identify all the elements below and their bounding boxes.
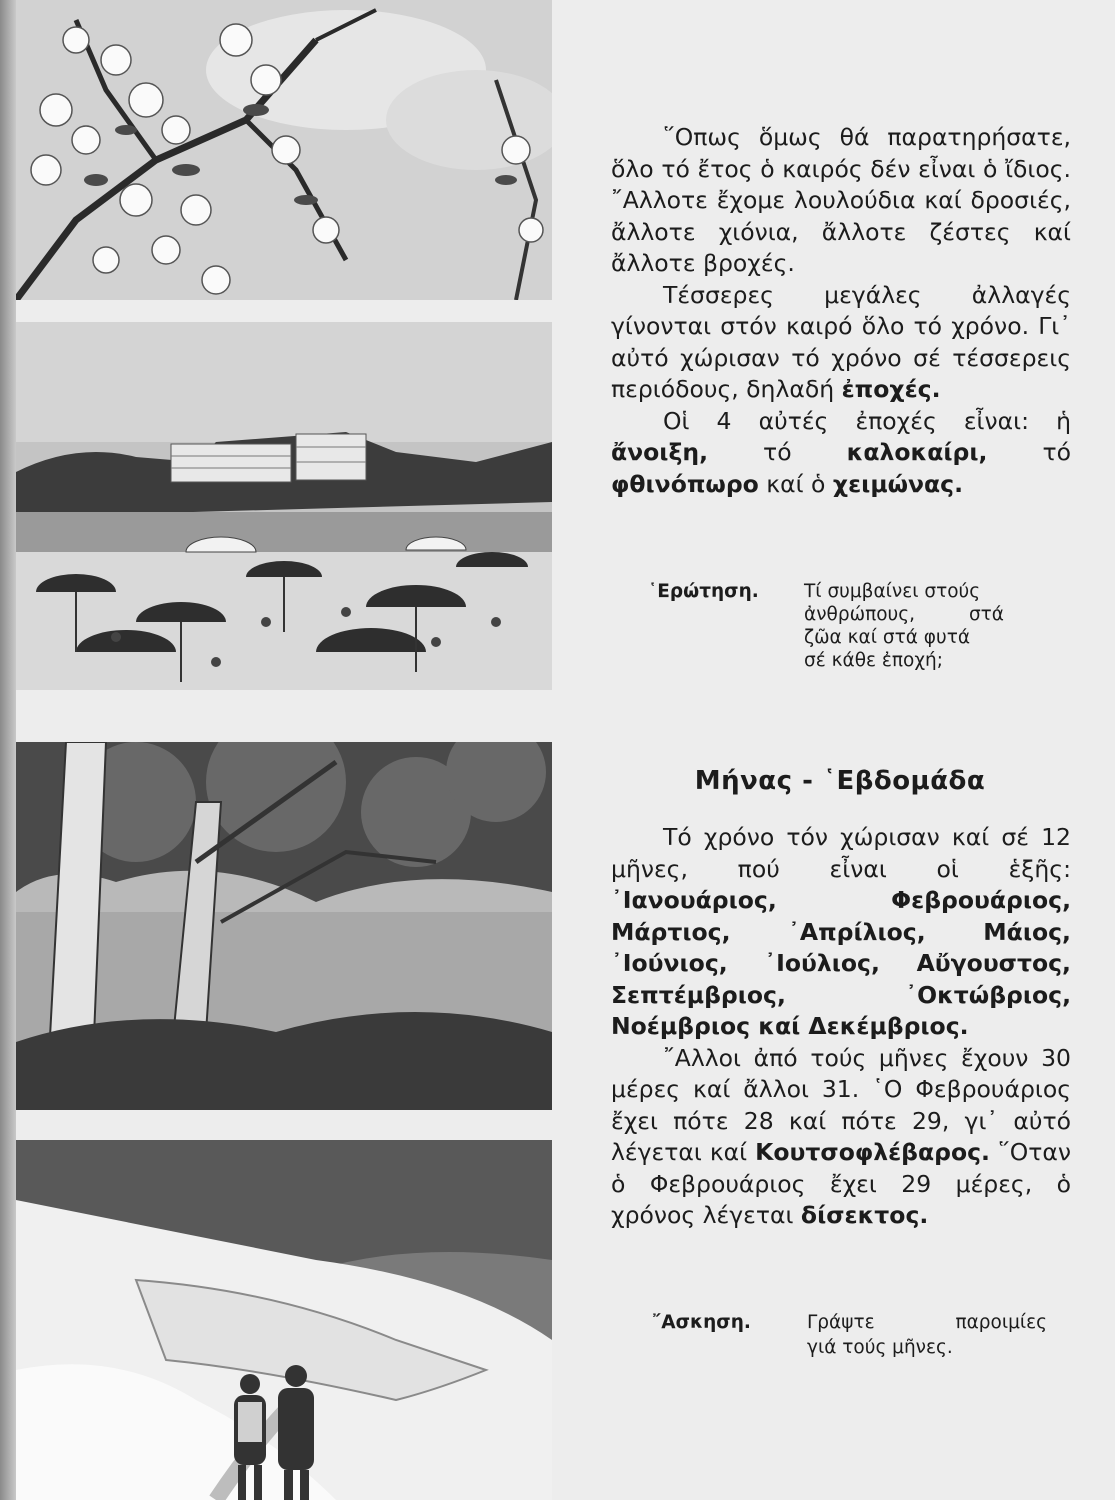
season-autumn: φθινόπωρο xyxy=(611,469,759,498)
months-paragraph-2-mid: ῞Οταν ὁ Φεβρουάριος ἔχει 29 μέρες, ὁ χρόνος λέγεται xyxy=(611,1138,1072,1229)
exercise-line-1: Γράψτε παροιμίες xyxy=(807,1312,1047,1333)
season-winter: χειμώνας. xyxy=(832,469,964,498)
intro-paragraph-1: ῞Οπως ὅμως θά παρατηρήσατε, ὅλο τό ἔτος ὁ καιρός δέν εἶναι ὁ ἴδιος. ῎Αλλοτε ἔχομε λουλούδια καί δροσιές, ἄλλοτε χιόνια, ἄλλοτε ζέστες καί ἄλλοτε βροχές. xyxy=(611,123,1071,277)
question-line-2: ἀνθρώπους, στά xyxy=(804,604,1004,625)
exercise-label: ῎Ασκηση. xyxy=(652,1312,751,1333)
question-line-3: ζῶα καί στά φυτά xyxy=(804,627,971,648)
section-heading: Μήνας - ῾Εβδομάδα xyxy=(694,766,986,796)
exercise-line-2: γιά τούς μῆνες. xyxy=(807,1337,953,1358)
question-label: ῾Ερώτηση. xyxy=(648,581,759,602)
question-line-1: Τί συμβαίνει στούς xyxy=(804,581,981,602)
intro-paragraph-2-text: Τέσσερες μεγάλες ἀλλαγές γίνονται στόν καιρό ὅλο τό χρόνο. Γι᾿ αὐτό χώρισαν τό χρόνο σέ τέσσερεις περιόδους, δηλαδή xyxy=(611,280,1071,403)
intro-paragraph-3 xyxy=(611,406,1071,501)
term-koutsoflevaros: Κουτσοφλέβαρος. xyxy=(755,1138,990,1166)
winter-snow-photo xyxy=(16,1140,552,1500)
season-summer: καλοκαίρι, xyxy=(846,438,988,466)
intro-paragraph-2 xyxy=(611,280,1071,406)
spring-blossom-image xyxy=(16,0,552,300)
intro-paragraph-3-mid2: τό xyxy=(987,438,1072,466)
summer-beach-image xyxy=(16,322,552,690)
months-text-block xyxy=(611,822,1071,1232)
winter-snow-image xyxy=(16,1140,552,1500)
summer-beach-photo xyxy=(16,322,552,690)
months-paragraph-2-start: ῎Αλλοι ἀπό τούς μῆνες ἔχουν 30 μέρες καί ἄλλοι 31. ῾Ο Φεβρουάριος ἔχει πότε 28 καί πότε 29, γι᾿ αὐτό λέγεται καί xyxy=(611,1043,1071,1166)
autumn-trees-image xyxy=(16,742,552,1110)
intro-text-block xyxy=(611,122,1071,500)
autumn-trees-photo xyxy=(16,742,552,1110)
intro-paragraph-3-start: Οἱ 4 αὐτές ἐποχές εἶναι: ἡ xyxy=(663,406,1071,435)
months-paragraph-1 xyxy=(611,822,1071,1043)
question-line-4: σέ κάθε ἐποχή; xyxy=(804,650,944,671)
intro-paragraph-3-mid3: καί ὁ xyxy=(758,469,833,498)
exercise-text xyxy=(807,1310,1047,1360)
season-spring: ἄνοιξη, xyxy=(611,438,708,466)
term-disektos: δίσεκτος. xyxy=(800,1201,929,1229)
months-list: ᾿Ιανουάριος, Φεβρουάριος, Μάρτιος, ᾿Απρίλιος, Μάιος, ᾿Ιούνιος, ᾿Ιούλιος, Αὔγουστος, Σεπτέμβριος, ᾿Οκτώβριος, Νοέμβριος καί Δεκέμβριος. xyxy=(611,886,1071,1040)
intro-paragraph-3-mid1: τό xyxy=(708,438,847,466)
question-text xyxy=(804,580,1004,672)
page-edge-shadow xyxy=(0,0,16,1500)
months-paragraph-1-start: Τό χρόνο τόν χώρισαν καί σέ 12 μῆνες, πού εἶναι οἱ ἑξῆς: xyxy=(611,823,1071,883)
term-seasons: ἐποχές. xyxy=(841,375,941,403)
spring-blossom-photo xyxy=(16,0,552,300)
months-paragraph-2 xyxy=(611,1043,1071,1232)
